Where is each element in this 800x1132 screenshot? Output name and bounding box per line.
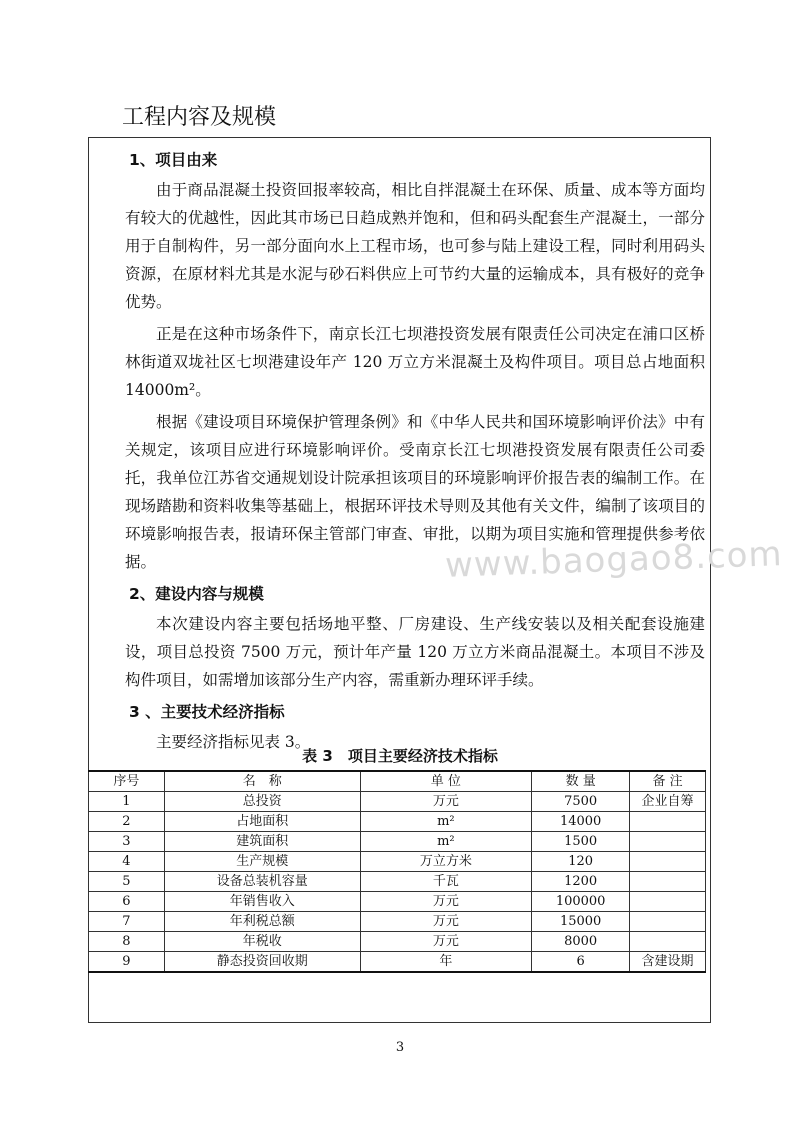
table-cell: 8000 xyxy=(532,932,630,952)
table-cell: m² xyxy=(360,832,532,852)
table-cell: 6 xyxy=(532,952,630,973)
table-cell: 120 xyxy=(532,852,630,872)
table-cell xyxy=(630,932,706,952)
table-cell: 1 xyxy=(89,792,165,812)
section-title: 1、项目由来 xyxy=(129,151,218,169)
table-cell: 9 xyxy=(89,952,165,973)
table-cell xyxy=(630,892,706,912)
table-cell xyxy=(630,812,706,832)
paragraph: 主要经济指标见表 3。 xyxy=(156,733,311,751)
table-row xyxy=(89,852,706,872)
table-cell: 万元 xyxy=(360,892,532,912)
paragraph: 根据《建设项目环境保护管理条例》和《中华人民共和国环境影响评价法》中有关规定，该项目应进行环境影响评价。受南京长江七坝港投资发展有限责任公司委托，我单位江苏省交通规划设计院承担该项目的环境影响评价报告表的编制工作。在现场踏勘和资料收集等基础上，根据环评技术导则及其他有关文件，编制了该项目的环境影响报告表，报请环保主管部门审查、审批，以期为项目实施和管理提供参考依据。 xyxy=(125,413,705,571)
content-body xyxy=(125,144,705,758)
table-cell: 3 xyxy=(89,832,165,852)
paragraph: 正是在这种市场条件下，南京长江七坝港投资发展有限责任公司决定在浦口区桥林街道双垅社区七坝港建设年产 120 万立方米混凝土及构件项目。项目总占地面积 14000m²。 xyxy=(125,325,705,399)
table-row xyxy=(89,892,706,912)
table-cell: m² xyxy=(360,812,532,832)
table-row xyxy=(89,932,706,952)
section-project-origin xyxy=(125,144,705,576)
table-cell: 14000 xyxy=(532,812,630,832)
table-row xyxy=(89,912,706,932)
column-header: 序号 xyxy=(89,771,165,792)
column-header: 名 称 xyxy=(164,771,360,792)
table-cell: 7 xyxy=(89,912,165,932)
table-cell: 万立方米 xyxy=(360,852,532,872)
table-row xyxy=(89,872,706,892)
table-cell xyxy=(630,852,706,872)
table-cell: 年 xyxy=(360,952,532,973)
table-cell: 含建设期 xyxy=(630,952,706,973)
table-cell: 年利税总额 xyxy=(164,912,360,932)
table-cell: 静态投资回收期 xyxy=(164,952,360,973)
table-row xyxy=(89,952,706,973)
table-cell xyxy=(630,832,706,852)
table-cell: 年税收 xyxy=(164,932,360,952)
table-cell: 企业自筹 xyxy=(630,792,706,812)
table-cell: 6 xyxy=(89,892,165,912)
section-title: 2、建设内容与规模 xyxy=(129,585,264,603)
table-cell: 生产规模 xyxy=(164,852,360,872)
column-header: 备 注 xyxy=(630,771,706,792)
table-cell: 万元 xyxy=(360,792,532,812)
table-header-row xyxy=(89,771,706,792)
table-cell: 1200 xyxy=(532,872,630,892)
watermark: www.baogao8.com xyxy=(444,534,784,586)
table-cell: 建筑面积 xyxy=(164,832,360,852)
table-cell xyxy=(630,912,706,932)
table-cell: 万元 xyxy=(360,912,532,932)
table-row xyxy=(89,812,706,832)
table-cell: 8 xyxy=(89,932,165,952)
table-row xyxy=(89,832,706,852)
table-cell xyxy=(630,872,706,892)
table-cell: 千瓦 xyxy=(360,872,532,892)
paragraph: 由于商品混凝土投资回报率较高，相比自拌混凝土在环保、质量、成本等方面均有较大的优越性，因此其市场已日趋成熟并饱和，但和码头配套生产混凝土，一部分用于自制构件，另一部分面向水上工程市场，也可参与陆上建设工程，同时利用码头资源，在原材料尤其是水泥与砂石料供应上可节约大量的运输成本，具有极好的竞争优势。 xyxy=(125,181,705,311)
paragraph: 本次建设内容主要包括场地平整、厂房建设、生产线安装以及相关配套设施建设，项目总投资 7500 万元，预计年产量 120 万立方米商品混凝土。本项目不涉及构件项目，如需增加该部分生产内容，需重新办理环评手续。 xyxy=(125,615,705,689)
table-cell: 4 xyxy=(89,852,165,872)
table-cell: 万元 xyxy=(360,932,532,952)
table-cell: 7500 xyxy=(532,792,630,812)
section-title: 3 、主要技术经济指标 xyxy=(129,703,285,721)
table-cell: 5 xyxy=(89,872,165,892)
table-cell: 1500 xyxy=(532,832,630,852)
economic-indicators-table xyxy=(88,770,706,973)
column-header: 数 量 xyxy=(532,771,630,792)
table-cell: 2 xyxy=(89,812,165,832)
table-cell: 年销售收入 xyxy=(164,892,360,912)
table-cell: 15000 xyxy=(532,912,630,932)
table-caption: 表 3 项目主要经济技术指标 xyxy=(302,747,498,765)
table-cell: 总投资 xyxy=(164,792,360,812)
table-cell: 占地面积 xyxy=(164,812,360,832)
table-cell: 100000 xyxy=(532,892,630,912)
table-row xyxy=(89,792,706,812)
column-header: 单 位 xyxy=(360,771,532,792)
section-construction-scope xyxy=(125,578,705,694)
page-number: 3 xyxy=(395,1040,405,1055)
page-heading: 工程内容及规模 xyxy=(122,105,277,130)
table-cell: 设备总装机容量 xyxy=(164,872,360,892)
